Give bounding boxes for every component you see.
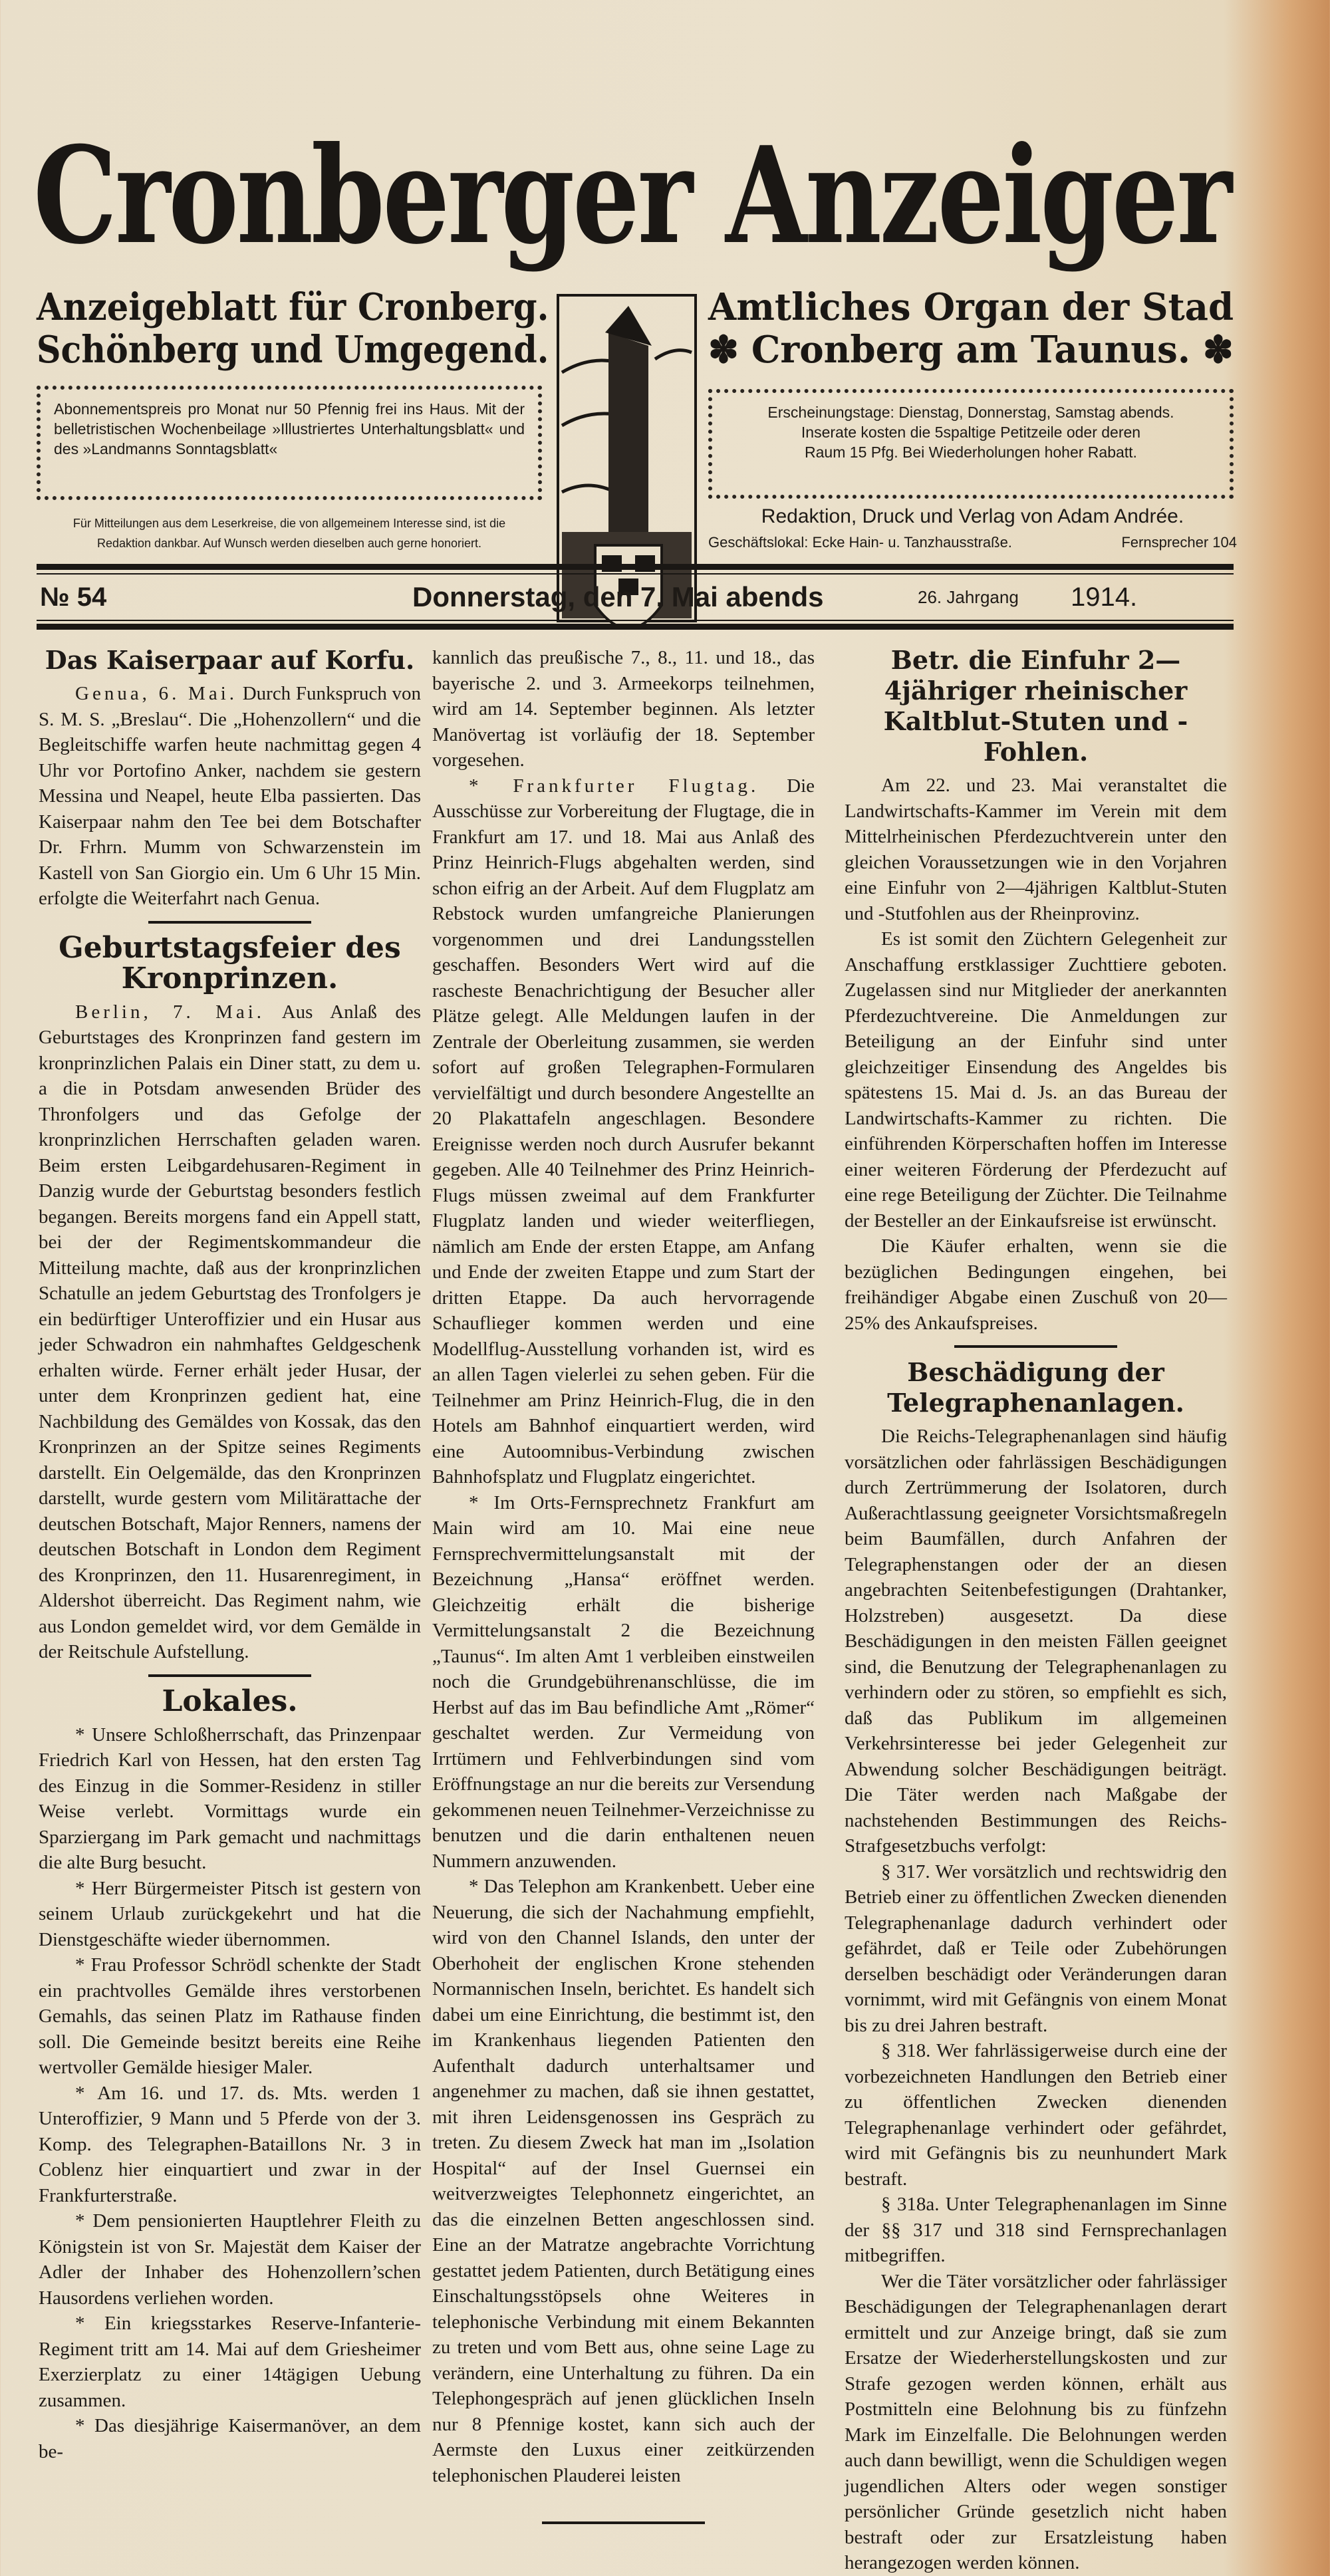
masthead-title: Cronberger Anzeiger — [33, 118, 1230, 274]
dateline — [40, 577, 1230, 617]
article-paragraph: Wer die Täter vorsätzlicher oder fahrlässiger Beschädigungen der Telegraphenanlagen derart ermittelt und zur Anzeige bringt, daß sie zum Ersatze der Wiederherstellungskosten und zur Strafe gezogen werden können, erhält aus Postmitteln eine Belohnung bis zu fünfzehn Mark im Einzelfalle. Die Belohnungen werden auch dann bewilligt, wenn die Schuldigen wegen jugendlichen Alters oder wegen sonstiger persönlicher Gründe gesetzlich nicht haben bestraft oder zur Ersatzleistung haben herangezogen werden können. — [845, 2270, 1227, 2573]
headline: Geburtstagsfeier des Kronprinzen. — [59, 930, 401, 995]
flower-ornament-icon: ✽ — [708, 328, 751, 372]
article-paragraph: Die Reichs-Telegraphenanlagen sind häufig vorsätzlichen oder fahrlässigen Beschädigungen durch Zertrümmerung der Isolatoren, durch Außerachtlassung geeigneter Vorsichtsmaßregeln beim Baumfällen, durch Anfahren der Telegraphenstangen oder der an diesen angebrachten Seitenbefestigungen (Drahtanker, Holzstreben) ausgesetzt. Da diese Beschädigungen in den meisten Fällen geeignet sind, die Benutzung der Telegraphenanlagen zu verhindern oder zu stören, so empfiehlt es sich, daß das Publikum im allgemeinen Verkehrsinteresse bei jeder Gelegenheit zur Abwendung solcher Beschädigungen beiträgt. Die Täter werden nach Maßgabe der nachstehenden Bestimmungen des Reichs-Strafgesetzbuchs verfolgt: — [845, 1426, 1227, 1857]
publication-days: Erscheinungstage: Dienstag, Donnerstag, Samstag abends. — [767, 404, 1174, 421]
item-lead: * Frankfurter Flugtag. — [469, 775, 759, 797]
subscription-info-box: Abonnementspreis pro Monat nur 50 Pfennig frei ins Haus. Mit der belletristischen Wochenbeilage »Illustriertes Unterhaltungsblatt« und des »Landmanns Sonntagsblatt« — [37, 386, 542, 500]
column-2 — [432, 645, 815, 2533]
local-item: * Unsere Schloßherrschaft, das Prinzenpaar Friedrich Karl von Hessen, hat den ersten Tag des Einzug in die Sommer-Residenz in stiller Weise verlebt. Vormittags wurde ein Sparziergang im Park gemacht und nachmittags die alte Burg besucht. — [39, 1724, 421, 1873]
publication-info-box — [708, 389, 1234, 499]
dateline-lead: Berlin, 7. Mai. — [75, 1001, 265, 1023]
subtitle-left-line: Schönberg und Umgegend. — [37, 328, 549, 372]
imprint — [708, 502, 1237, 554]
separator — [148, 921, 311, 924]
article-paragraph: Die Käufer erhalten, wenn sie die bezüglichen Bedingungen eingehen, bei freihändiger Abgabe einen Zuschuß von 20—25% des Ankaufspreises. — [845, 1235, 1227, 1334]
subtitle-right-text: Cronberg am Taunus. — [751, 328, 1190, 372]
section-heading: Lokales. — [162, 1684, 298, 1718]
local-item: * Frau Professor Schrödl schenkte der Stadt ein prachtvolles Gemälde ihres verstorbenen Gemahls, das seinen Platz im Rathause finden soll. Die Gemeinde besitzt bereits eine Reihe wertvoller Gemälde hiesiger Maler. — [39, 1954, 421, 2078]
article-text — [39, 681, 421, 912]
subtitle-right-line — [708, 328, 1234, 371]
subtitle-left-line: Anzeigeblatt für Cronberg. — [37, 285, 549, 329]
article-body: Aus Anlaß des Geburtstages des Kronprinzen fand gestern im kronprinzlichen Palais ein Diner statt, zu dem u. a die in Potsdam anwesenden Brüder des Thronfolgers und das Gefolge der kronprinzlichen Herrschaften geladen waren. Beim ersten Leibgardehusaren-Regiment in Danzig wurde der Geburtstag besonders festlich begangen. Bereits morgens fand ein Appell statt, bei der der Regimentskommandeur die Mitteilung machte, daß aus der kronprinzlichen Schatulle an jedem Geburtstag des Tronfolgers je ein bedürftiger Unteroffizier und ein Husar aus jeder Schwadron ein nahmhaftes Geldgeschenk erhalten würde. Ferner erhält jeder Husar, der unter dem Kronprinzen gedient hat, eine Nachbildung des Gemäldes von Kossak, das den Kronprinzen an der Spitze seines Regiments darstellt. Ein Oelgemälde, das den Kronprinzen darstellt, wurde gestern vom Militärattache der deutschen Botschaft, Major Renners, namens der deutschen Botschaft in London dem Regiment des Kronprinzen, den 11. Husarenregiment, in Aldershot überreicht. Das Regiment nahm, wie aus London gemeldet wird, vor dem Gemälde in der Reitschule Aufstellung. — [39, 1001, 421, 1662]
ad-rates-cont: Raum 15 Pfg. Bei Wiederholungen hoher Rabatt. — [805, 444, 1137, 461]
local-item: * Dem pensionierten Hauptlehrer Fleith zu Königstein ist von Sr. Majestät dem Kaiser der Adler der Inhaber des Hohenzollern’schen Hausordens verliehen worden. — [39, 2210, 421, 2309]
publisher: Redaktion, Druck und Verlag von Adam Andrée. — [761, 505, 1184, 527]
reader-notice-line: Redaktion dankbar. Auf Wunsch werden dieselben auch gerne honoriert. — [96, 537, 482, 550]
issue-date: Donnerstag, den 7. Mai abends — [412, 581, 824, 612]
separator — [954, 1345, 1117, 1348]
masthead-subtitle-right — [708, 286, 1234, 371]
reader-notice-line: Für Mitteilungen aus dem Leserkreise, die von allgemeinem Interesse sind, ist die — [72, 517, 506, 530]
divider-rule — [37, 573, 1234, 575]
headline: Das Kaiserpaar auf Korfu. — [45, 645, 415, 675]
column-3 — [845, 645, 1227, 2576]
divider-rule — [37, 564, 1234, 570]
article-paragraph: § 317. Wer vorsätzlich und rechtswidrig den Betrieb einer zu öffentlichen Zwecken dienenden Telegraphenanlage dadurch verhindert oder gefährdet, daß er Teile oder Zubehörungen derselben beschädigt oder Veränderungen daran vornimmt, wird mit Gefängnis von einem Monat bis zu drei Jahren bestraft. — [845, 1861, 1227, 2036]
office-address: Geschäftslokal: Ecke Hain- u. Tanzhausstraße. — [708, 534, 1012, 551]
headline: Beschädigung der Telegraphenanlagen. — [887, 1357, 1184, 1418]
article-paragraph: Es ist somit den Züchtern Gelegenheit zur Anschaffung erstklassiger Zuchttiere geboten. Zugelassen sind nur Mitglieder der anerkannten Pferdezuchtvereine. Die Anmeldungen zur Beteiligung an der Einfuhr sind unter gleichzeitiger Einsendung des Angeldes bis spätestens 15. Mai d. Js. an das Bureau der Landwirtschafts-Kammer zu richten. Die einführenden Körperschaften hoffen im Interesse einer weiteren Förderung der Pferdezucht auf eine rege Beteiligung der Züchter. Die Teilnahme der Besteller an der Einkaufsreise ist erwünscht. — [845, 928, 1227, 1231]
phone-number: Fernsprecher 104 — [1121, 534, 1237, 551]
separator — [542, 2521, 705, 2524]
article-paragraph: § 318a. Unter Telegraphenanlagen im Sinne der §§ 317 und 318 sind Fernsprechanlagen mitbegriffen. — [845, 2194, 1227, 2266]
local-item: * Im Orts-Fernsprechnetz Frankfurt am Main wird am 10. Mai eine neue Fernsprechvermittelungsanstalt mit der Bezeichnung „Hansa“ eröffnet werden. Gleichzeitig erhält die bisherige Vermittelungsanstalt 2 die Bezeichnung „Taunus“. Im alten Amt 1 verbleiben einstweilen noch die Grundgebührenanschlüsse, die im Herbst auf das im Bau befindliche Amt „Römer“ geschaltet werden. Zur Vermeidung von Irrtümern und Fehlverbindungen sind vom Eröffnungstage an nur die bereits zur Versendung gekommenen neuen Teilnehmer-Verzeichnisse zu benutzen und die darin enthaltenen neuen Nummern anzuwenden. — [432, 1491, 815, 1872]
article-text — [39, 999, 421, 1665]
local-item — [432, 773, 815, 1490]
flower-ornament-icon: ✽ — [1190, 328, 1234, 372]
local-item: * Das diesjährige Kaisermanöver, an dem be- — [39, 2415, 421, 2462]
separator — [148, 1674, 311, 1677]
volume: 26. Jahrgang — [918, 586, 1019, 607]
column-1 — [39, 645, 421, 2464]
masthead-subtitle-left — [37, 286, 549, 371]
divider-rule — [37, 620, 1234, 621]
dateline-lead: Genua, 6. Mai. — [75, 683, 238, 704]
local-item: * Herr Bürgermeister Pitsch ist gestern von seinem Urlaub zurückgekehrt und hat die Dienstgeschäfte wieder übernommen. — [39, 1877, 421, 1950]
article-paragraph: Am 22. und 23. Mai veranstaltet die Landwirtschafts-Kammer im Verein mit dem Mittelrheinischen Pferdezuchtverein unter den gleichen Voraussetzungen wie in den Vorjahren eine Einfuhr von 2—4jährigen Kaltblut-Stuten und -Stutfohlen aus der Rheinprovinz. — [845, 775, 1227, 924]
item-body: Die Ausschüsse zur Vorbereitung der Flugtage, die in Frankfurt am 17. und 18. Mai aus Anlaß des Prinz Heinrich-Flugs abgehalten werden, sind schon eifrig an der Arbeit. Auf dem Flugplatz am Rebstock wurden umfangreiche Planierungen vorgenommen und drei Landungsstellen geschaffen. Besonders Wert wird auf die rascheste Benachrichtigung der Besucher aller Plätze gelegt. Alle Meldungen laufen in der Zentrale der Oberleitung zusammen, sie werden sofort auf großen Telegraphen-Formularen vervielfältigt und durch besondere Angestellte an 20 Plakattafeln angeschlagen. Besondere Ereignisse werden noch durch Ausrufer bekannt gegeben. Alle 40 Teilnehmer des Prinz Heinrich-Flugs müssen zweimal auf dem Frankfurter Flugplatz landen und wieder weiterfliegen, nämlich am Ende der ersten Etappe, am Anfang und Ende der zweiten Etappe und zum Start der dritten Etappe. Da auch hervorragende Schauflieger kommen werden und eine Modellflug-Ausstellung vorhanden ist, wird es an allen Tagen vielerlei zu sehen geben. Für die Teilnehmer am Prinz Heinrich-Flug, die in den Hotels am Bahnhof einquartiert werden, wird eine Autoomnibus-Verbindung zwischen Bahnhofsplatz und Flugplatz eingerichtet. — [432, 775, 815, 1487]
year: 1914. — [1071, 582, 1138, 612]
article-body: Durch Funkspruch von S. M. S. „Breslau“. Die „Hohenzollern“ und die Begleitschiffe warfen heute nachmittag gegen 4 Uhr vor Portofino Anker, nachdem sie gestern Messina und Neapel, heute Elba passierten. Das Kaiserpaar nahm den Tee bei dem Botschafter Dr. Frhrn. Mumm von Schwarzenstein im Kastell von San Giorgio ein. Um 6 Uhr 15 Min. erfolgte die Weiterfahrt nach Genua. — [39, 683, 421, 909]
article-paragraph: § 318. Wer fahrlässigerweise durch eine der vorbezeichneten Handlungen den Betrieb einer zu öffentlichen Zwecken dienenden Telegraphenanlage verhindert oder gefährdet, wird mit Gefängnis bis zu neunhundert Mark bestraft. — [845, 2040, 1227, 2190]
local-item: * Das Telephon am Krankenbett. Ueber eine Neuerung, die sich der Nachahmung empfiehlt, wird von den Channel Islands, den unter der Oberhoheit der englischen Krone stehenden Normannischen Inseln, berichtet. Es handelt sich dabei um eine Einrichtung, die bestimmt ist, den im Krankenhaus liegenden Patienten den Aufenthalt dadurch unterhaltsamer und angenehmer zu machen, daß sie ihnen gestattet, mit ihren Leidensgenossen ins Gespräch zu treten. Zu diesem Zweck hat man im „Isolation Hospital“ auf der Insel Guernsei ein weitverzweigtes Telephonnetz eingerichtet, an das die einzelnen Betten angeschlossen sind. Eine an der Matratze angebrachte Vorrichtung gestattet jedem Patienten, durch Betätigung eines Einschaltungsstöpsels ohne Weiteres in telephonische Verbindung mit einem Bekannten zu treten und vom Bett aus, ohne seine Lage zu verändern, eine Unterhaltung zu führen. Da ein Telephongespräch auf jenen glücklichen Inseln nur 8 Pfennige kostet, kann sich auch der Aermste den Luxus einer zeitkürzenden telephonischen Plauderei leisten — [432, 1876, 815, 2486]
local-item: * Ein kriegsstarkes Reserve-Infanterie-Regiment tritt am 14. Mai auf dem Griesheimer Exerzierplatz zu einer 14tägigen Uebung zusammen. — [39, 2313, 421, 2411]
headline: Betr. die Einfuhr 2—4jähriger rheinischer Kaltblut-Stuten und -Fohlen. — [883, 645, 1188, 767]
divider-rule — [37, 624, 1234, 630]
continued-text: kannlich das preußische 7., 8., 11. und 18., das bayerische 2. und 3. Armeekorps teilnehmen, wird am 14. September beginnen. Als letzter Manövertag ist vorläufig der 18. September vorgesehen. — [432, 647, 815, 771]
issue-number: № 54 — [40, 582, 107, 612]
local-item: * Am 16. und 17. ds. Mts. werden 1 Unteroffizier, 9 Mann und 5 Pferde von der 3. Komp. des Telegraphen-Bataillons Nr. 3 in Coblenz hier einquartiert und zwar in der Frankfurterstraße. — [39, 2082, 421, 2206]
masthead — [33, 120, 1230, 279]
ad-rates: Inserate kosten die 5spaltige Petitzeile oder deren — [801, 424, 1141, 441]
subtitle-right-line: Amtliches Organ der Stad — [708, 285, 1234, 329]
reader-notice — [33, 513, 545, 553]
